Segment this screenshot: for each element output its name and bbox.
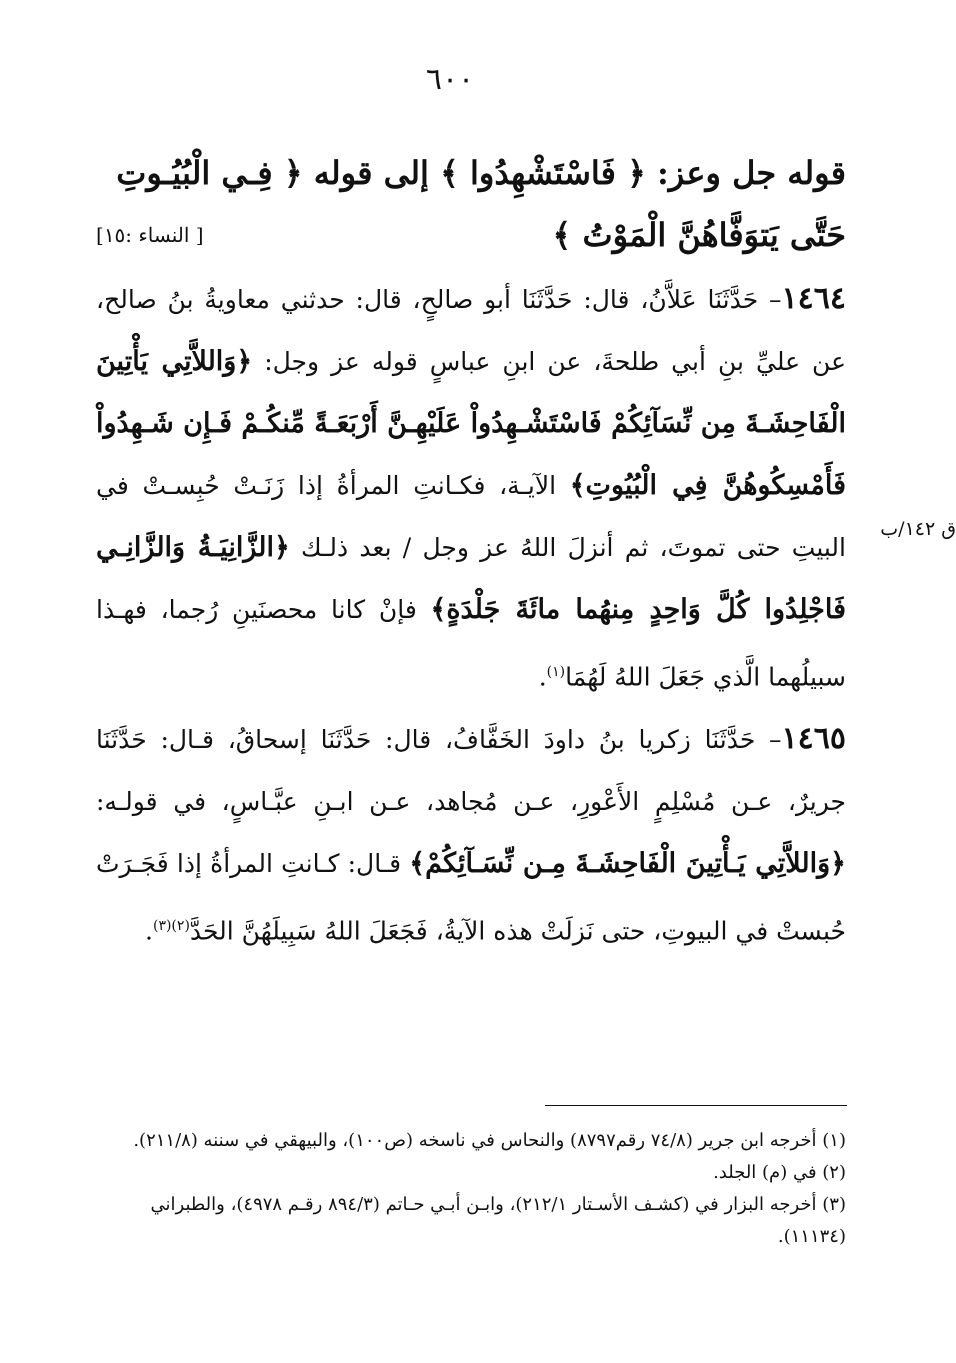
hadith-1465 xyxy=(96,708,846,962)
footnote-1: (١) أخرجه ابن جرير (٧٤/٨ رقم٨٧٩٧) والنحاس في ناسخه (ص١٠٠)، والبيهقي في سننه (٢١١/٨). xyxy=(133,1130,846,1151)
hadith-text: قـال: كـانتِ المرأةُ إذا فَجَـرَتْ حُبستْ في البيوتِ، حتى نَزلَتْ هذه الآيةُ، فَجَعَلَ اللهُ سَبِيلَهُنَّ الحَدَّ xyxy=(96,849,846,946)
quran-quote: ﴿وَاللاَّتِي يَـأْتِينَ الْفَاحِشَـةَ مِـن نِّسَـآئِكُمْ﴾ xyxy=(409,848,846,880)
verse-reference: [ النساء :١٥] xyxy=(96,223,204,247)
hadith-1464 xyxy=(96,268,846,708)
manuscript-folio-note: ق ١٤٢/ب xyxy=(880,518,956,540)
hadith-text: – حَدَّثَنَا عَلاَّنُ، قال: حَدَّثَنَا أبو صالحٍ، قال: حدثني معاويةُ بنُ صالح، عن عليِّ بنِ أبي طلحةَ، عن ابنِ عباسٍ قوله عز وجل: xyxy=(96,285,846,376)
end-mark: . xyxy=(145,916,153,946)
section-heading xyxy=(96,142,846,266)
hadith-text: – حَدَّثَنَا زكريا بنُ داودَ الخَفَّافُ، قال: حَدَّثَنَا إسحاقُ، قـال: حَدَّثَنَا جريرٌ، عـن مُسْلِمٍ الأَعْورِ، عـن مُجاهد، عـن ابـنِ عبَّـاسٍ، في قولـه: xyxy=(96,725,846,817)
page-number: ٦٠٠ xyxy=(425,62,475,97)
footnote-marker: (٢)(٣) xyxy=(152,918,190,935)
heading-text: قوله جل وعز: ﴿ فَاسْتَشْهِدُوا ﴾ إلى قوله ﴿ فِـي الْبُيُـوتِ حَتَّى يَتوَفَّاهُنَّ الْمَوْتُ ﴾ xyxy=(116,154,846,254)
hadith-text: الآيـة، فكـانتِ المرأةُ إذا زَنَـتْ حُبِسـتْ في البيتِ حتى تموتَ، ثم أنزلَ اللهُ عز وجل / بعد ذلـك xyxy=(96,471,846,562)
hadith-number: ١٤٦٤ xyxy=(781,281,846,316)
footnotes xyxy=(96,1125,846,1253)
hadith-number: ١٤٦٥ xyxy=(781,721,846,757)
footnote-3: (٣) أخرجه البزار في (كشـف الأسـتار ٢١٢/١)، وابـن أبـي حـاتم (٨٩٤/٣ رقـم ٤٩٧٨)، والطبراني (١١١٣٤). xyxy=(150,1194,846,1247)
hadith-text: فإنْ كانا محصنَينِ رُجما، فهـذا سبيلُهما الَّذي جَعَلَ اللهُ لَهُمَا xyxy=(96,595,846,692)
hadith-body xyxy=(96,268,846,963)
footnote-2: (٢) في (م) الجلد. xyxy=(713,1162,846,1183)
footnote-marker: (١) xyxy=(546,664,566,680)
quran-quote: ﴿وَاللاَّتِي يَأْتِينَ الْفَاحِشَـةَ مِن نِّسَآئِكُمْ فَاسْتَشْـهِدُواْ عَلَيْهِـنَّ أَرْبَعَـةً مِّنكُـمْ فَـإِن شَـهِدُواْ فَأَمْسِكُوهُنَّ فِي الْبُيُوتِ﴾ xyxy=(96,346,846,501)
end-mark: . xyxy=(538,662,547,692)
quran-quote: ﴿الزَّانِيَـةُ وَالزَّانِـي فَاجْلِدُوا كُلَّ وَاحِدٍ مِنهُما مائَةَ جَلْدَةٍ﴾ xyxy=(96,532,846,625)
footnote-divider xyxy=(545,1105,847,1106)
